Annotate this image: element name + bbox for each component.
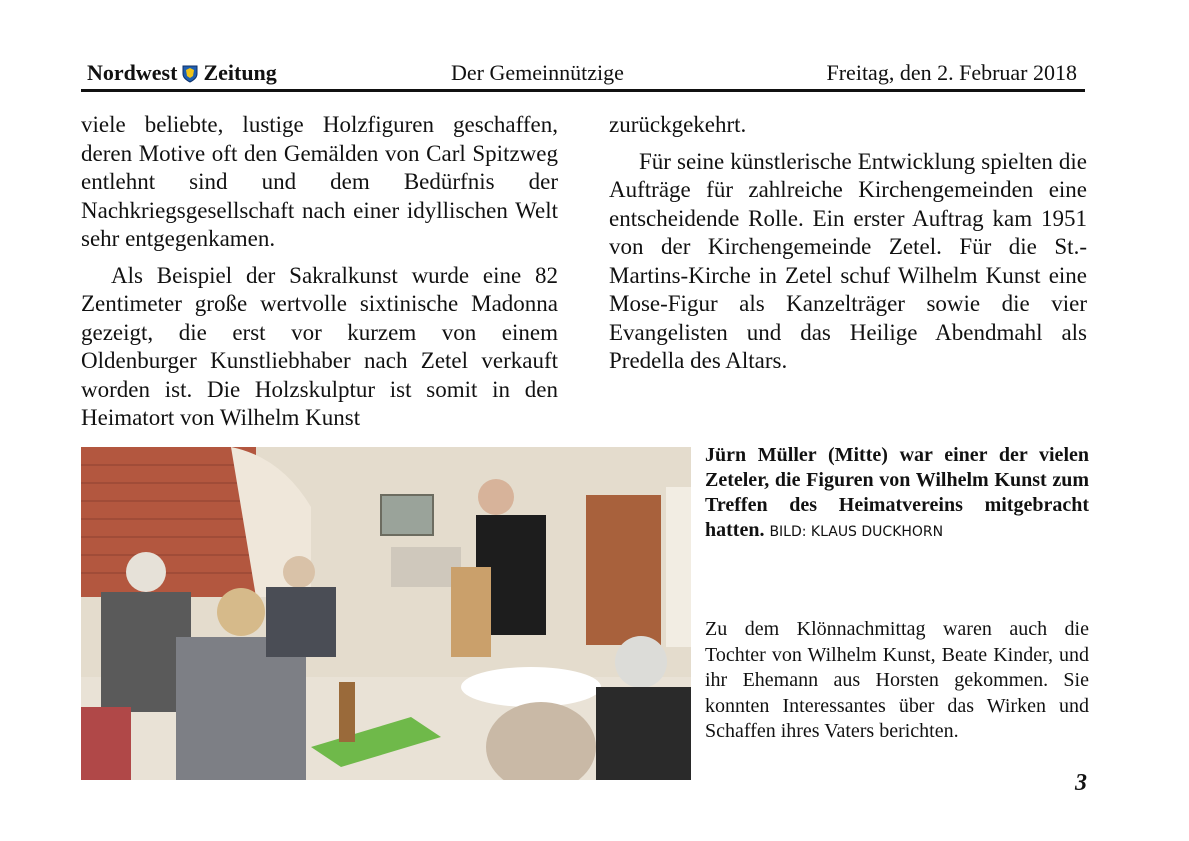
- photo-caption: [705, 443, 1089, 545]
- paragraph: Als Beispiel der Sakralkunst wurde eine 82 Zentimeter große wertvolle sixtinische Madonna gezeigt, die erst vor kurzem von einem Oldenburger Kunstliebhaber nach Zetel verkauft worden ist. Die Holzskulptur ist somit in den Heimatort von Wilhelm Kunst: [81, 262, 558, 430]
- caption-text: Jürn Müller (Mitte) war einer der vielen Zeteler, die Figuren von Wilhelm Kunst zum Treffen des Heimatvereins mitgebracht hatten.: [705, 444, 1089, 541]
- page-number: 3: [1075, 770, 1087, 796]
- coat-of-arms-icon: [182, 65, 198, 83]
- article-note: Zu dem Klönnachmittag waren auch die Tochter von Wilhelm Kunst, Beate Kinder, und ihr Ehemann aus Horsten gekommen. Sie konnten Interessantes über das Wirken und Schaffen ihres Vaters berichten.: [705, 618, 1089, 743]
- photo-credit: BILD: KLAUS DUCKHORN: [769, 524, 944, 540]
- masthead-left: Nordwest: [87, 60, 178, 85]
- page-header: [81, 58, 1085, 88]
- article-column-left: [81, 111, 558, 433]
- issue-date: Freitag, den 2. Februar 2018: [826, 60, 1077, 85]
- paragraph: zurückgekehrt.: [609, 112, 747, 137]
- header-rule: [81, 89, 1085, 92]
- article-photo: [81, 447, 691, 780]
- paragraph: Für seine künstlerische Entwicklung spielten die Aufträge für zahlreiche Kirchengemeinden eine entscheidende Rolle. Ein erster Auftrag kam 1951 von der Kirchengemeinde Zetel. Für die St.-Martins-Kirche in Zetel schuf Wilhelm Kunst eine Mose-Figur als Kanzelträger sowie die vier Evangelisten und das Heilige Abendmahl als Predella des Altars.: [609, 148, 1087, 373]
- masthead-right: Zeitung: [203, 60, 277, 85]
- article-column-right: [609, 111, 1087, 376]
- paragraph: viele beliebte, lustige Holzfiguren geschaffen, deren Motive oft den Gemälden von Carl Spitzweg entlehnt sind und dem Bedürfnis der Nachkriegsgesellschaft nach einer idyllischen Welt sehr entgegenkamen.: [81, 112, 558, 251]
- section-title: Der Gemeinnützige: [451, 60, 624, 85]
- newspaper-masthead: [87, 58, 277, 88]
- photo-illustration: [81, 447, 691, 780]
